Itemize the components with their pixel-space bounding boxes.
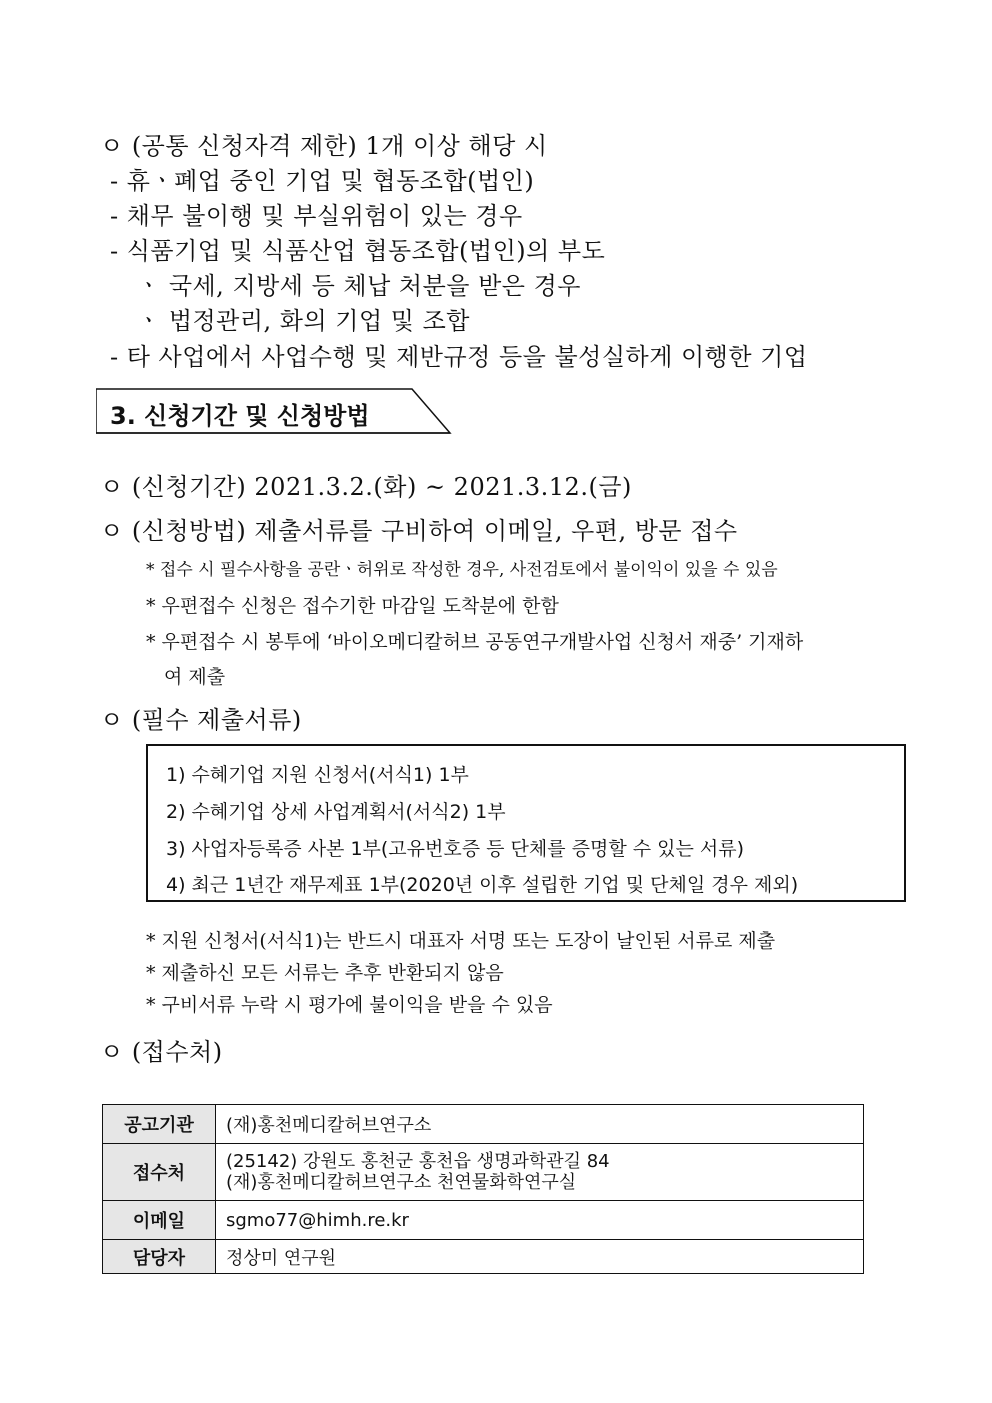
method-note: * 접수 시 필수사항을 공란ㆍ허위로 작성한 경우, 사전검토에서 불이익이 있을 수 있음: [146, 560, 778, 580]
method-note-continued: 여 제출: [164, 666, 226, 688]
manager-label: 담당자: [103, 1240, 216, 1274]
table-row: [103, 1240, 864, 1274]
manager-value: 정상미 연구원: [216, 1240, 864, 1274]
required-docs-box: [146, 744, 906, 902]
restrictions-title: ㅇ (공통 신청자격 제한) 1개 이상 해당 시: [100, 132, 548, 160]
restriction-item: - 채무 불이행 및 부실위험이 있는 경우: [110, 202, 523, 230]
reception-label: 접수처: [103, 1144, 216, 1201]
section-heading-title: 3. 신청기간 및 신청방법: [110, 402, 370, 430]
reception-lab: (재)홍천메디칼허브연구소 천연물화학연구실: [226, 1172, 577, 1193]
reception-address: (25142) 강원도 홍천군 홍천읍 생명과학관길 84: [226, 1151, 610, 1172]
restriction-item: - 타 사업에서 사업수행 및 제반규정 등을 불성실하게 이행한 기업: [110, 343, 808, 371]
restriction-item: - 식품기업 및 식품산업 협동조합(법인)의 부도: [110, 237, 606, 265]
restriction-subitem: ㆍ 국세, 지방세 등 체납 처분을 받은 경우: [137, 272, 581, 300]
restriction-item: - 휴ㆍ폐업 중인 기업 및 협동조합(법인): [110, 167, 535, 195]
email-value[interactable]: sgmo77@himh.re.kr: [216, 1201, 864, 1240]
agency-value: (재)홍천메디칼허브연구소: [216, 1105, 864, 1144]
required-doc-item: 2) 수혜기업 상세 사업계획서(서식2) 1부: [166, 801, 506, 823]
restriction-subitem: ㆍ 법정관리, 화의 기업 및 조합: [137, 307, 470, 335]
docs-note: * 지원 신청서(서식1)는 반드시 대표자 서명 또는 도장이 날인된 서류로 제출: [146, 930, 776, 952]
section-heading: [96, 388, 452, 434]
required-doc-item: 4) 최근 1년간 재무제표 1부(2020년 이후 설립한 기업 및 단체일 경우 제외): [166, 874, 799, 896]
required-docs-title: ㅇ (필수 제출서류): [100, 706, 302, 734]
required-doc-item: 1) 수혜기업 지원 신청서(서식1) 1부: [166, 764, 469, 786]
method-note: * 우편접수 시 봉투에 ‘바이오메디칼허브 공동연구개발사업 신청서 재중’ 기재하: [146, 631, 804, 653]
reception-value: [216, 1144, 864, 1201]
table-row: [103, 1201, 864, 1240]
table-row: [103, 1105, 864, 1144]
docs-note: * 제출하신 모든 서류는 추후 반환되지 않음: [146, 962, 504, 984]
reception-title: ㅇ (접수처): [100, 1038, 223, 1066]
agency-label: 공고기관: [103, 1105, 216, 1144]
method-note: * 우편접수 신청은 접수기한 마감일 도착분에 한함: [146, 595, 559, 617]
contact-table: [102, 1104, 864, 1274]
application-method: ㅇ (신청방법) 제출서류를 구비하여 이메일, 우편, 방문 접수: [100, 517, 738, 545]
required-doc-item: 3) 사업자등록증 사본 1부(고유번호증 등 단체를 증명할 수 있는 서류): [166, 838, 744, 860]
docs-note: * 구비서류 누락 시 평가에 불이익을 받을 수 있음: [146, 994, 553, 1016]
email-label: 이메일: [103, 1201, 216, 1240]
application-period: ㅇ (신청기간) 2021.3.2.(화) ~ 2021.3.12.(금): [100, 473, 632, 501]
table-row: [103, 1144, 864, 1201]
